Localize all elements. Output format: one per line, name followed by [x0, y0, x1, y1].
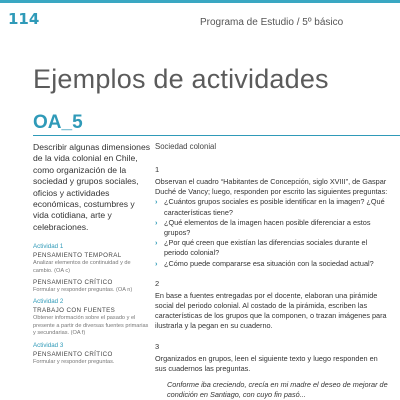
- item-text: En base a fuentes entregadas por el docente, elaboran una pirámide social del periodo colonial. Al costado de la pirámida, escriben las características de los grupos que la componen, o trazan imágenes para ilustrarla y la pegan en su cuaderno.: [155, 290, 387, 331]
- activity-label: Actividad 3: [33, 341, 64, 349]
- item-text: Organizados en grupos, leen el siguiente texto y luego responden en sus cuadernos las preguntas.: [155, 353, 378, 373]
- skill-description: Formular y responder preguntas. (OA n): [33, 287, 133, 294]
- main-column: [155, 142, 390, 400]
- top-accent-bar: [0, 0, 400, 3]
- skill-name: PENSAMIENTO CRÍTICO: [33, 350, 113, 358]
- sidebar-column: [33, 142, 151, 370]
- section-divider: [33, 135, 400, 136]
- item-number: 3: [155, 341, 160, 351]
- question-item: › ¿Por qué creen que existían las diferencias sociales durante el periodo colonial?: [155, 238, 390, 258]
- skill-name: TRABAJO CON FUENTES: [33, 307, 116, 315]
- question-item: › ¿Cuántos grupos sociales es posible identificar en la imagen? ¿Qué características tiene?: [155, 197, 390, 217]
- page-title: Ejemplos de actividades: [33, 64, 329, 94]
- activity-label: Actividad 2: [33, 298, 64, 306]
- skill-description: Obtener información sobre el pasado y el presente a partir de diversas fuentes primarias y secundarias. (OA f): [33, 315, 149, 337]
- running-header: Programa de Estudio / 5º básico: [200, 17, 344, 28]
- objective-text: Describir algunas dimensiones de la vida colonial en Chile, como organización de la sociedad y grupos sociales, oficios y actividades económicas, costumbres y vida cotidiana, arte y celebraciones.: [33, 142, 151, 232]
- skill-name: PENSAMIENTO CRÍTICO: [33, 279, 113, 287]
- item-number: 1: [155, 165, 160, 174]
- item-text: Observan el cuadro “Habitantes de Concepción, siglo XVIII”, de Gaspar Duché de Vancy; luego, responden por escrito las siguientes preguntas:: [155, 177, 388, 197]
- skill-name: PENSAMIENTO TEMPORAL: [33, 252, 122, 260]
- question-list: [155, 197, 390, 268]
- question-item: › ¿Cómo puede compararse esa situación con la sociedad actual?: [155, 259, 390, 269]
- skill-description: Analizar elementos de continuidad y de cambio. (OA c): [33, 260, 131, 274]
- objective-code: OA_5: [33, 112, 83, 133]
- spacer: [155, 332, 390, 342]
- question-item: › ¿Qué elementos de la imagen hacen posible diferenciar a estos grupos?: [155, 218, 390, 238]
- activity-label: Actividad 1: [33, 243, 64, 251]
- section-title: Sociedad colonial: [155, 142, 217, 151]
- skill-description: Formular y responder preguntas.: [33, 358, 115, 365]
- item-number: 2: [155, 278, 160, 288]
- quoted-text: Conforme iba creciendo, crecía en mi madre el deseo de mejorar de condición en Santiago, con cuyo fin pasó...: [167, 380, 388, 400]
- page-number: 114: [8, 10, 40, 28]
